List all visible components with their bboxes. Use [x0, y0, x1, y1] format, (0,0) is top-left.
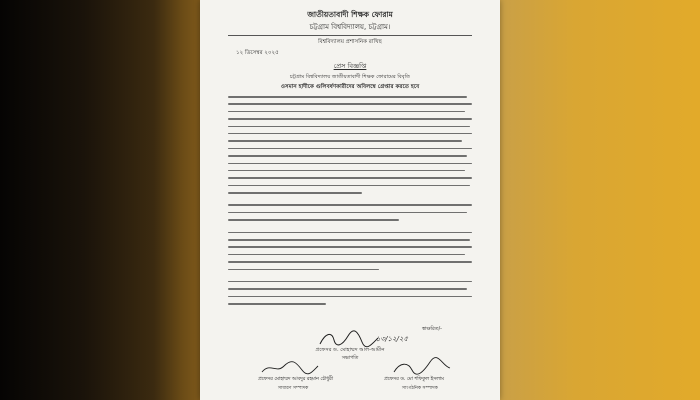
general-secretary-name: প্রফেসর মোহাম্মদ আবদুর রহমান চৌধুরী	[258, 377, 334, 382]
university-name: চট্টগ্রাম বিশ্ববিদ্যালয়, চট্টগ্রাম।	[309, 23, 391, 31]
press-release-document	[200, 0, 500, 400]
president-role: সভাপতি	[341, 356, 359, 361]
president-name: প্রফেসর ড. মোহাম্মদ আল-আমীন	[315, 347, 385, 353]
statement-subtitle: চট্টগ্রাম বিশ্ববিদ্যালয় জাতীয়তাবাদী শিক্ষক ফোরামের বিবৃতি	[289, 74, 411, 80]
org-name: জাতীয়তাবাদী শিক্ষক ফোরাম	[307, 10, 393, 19]
organizing-secretary-signature-mark	[392, 358, 452, 376]
secretary-signature-mark	[260, 360, 320, 376]
signature-date: ১৩/১২/২৫	[376, 335, 408, 343]
document-date: ১২ ডিসেম্বর ২০২৫	[236, 50, 279, 56]
organizing-secretary-name: প্রফেসর ড. মো শফিকুল ইসলাম	[384, 377, 444, 382]
organizing-secretary-role: সাংগঠনিক সম্পাদক	[402, 386, 438, 391]
notice-title: প্রেস বিজ্ঞপ্তি	[333, 62, 367, 70]
department-line: বিশ্ববিদ্যালয় প্রশাসনিক রাখিছ	[318, 39, 382, 45]
general-secretary-role: সাধারণ সম্পাদক	[278, 386, 309, 391]
signature-label: স্বাক্ষরিত/-	[422, 326, 442, 332]
header-divider	[228, 35, 472, 36]
body-text-block	[228, 96, 472, 311]
statement-headline: ওসমান হাদীকে গুলিবর্ষণকারীদের অবিলম্বে গ্রেপ্তার করতে হবে	[280, 84, 420, 90]
